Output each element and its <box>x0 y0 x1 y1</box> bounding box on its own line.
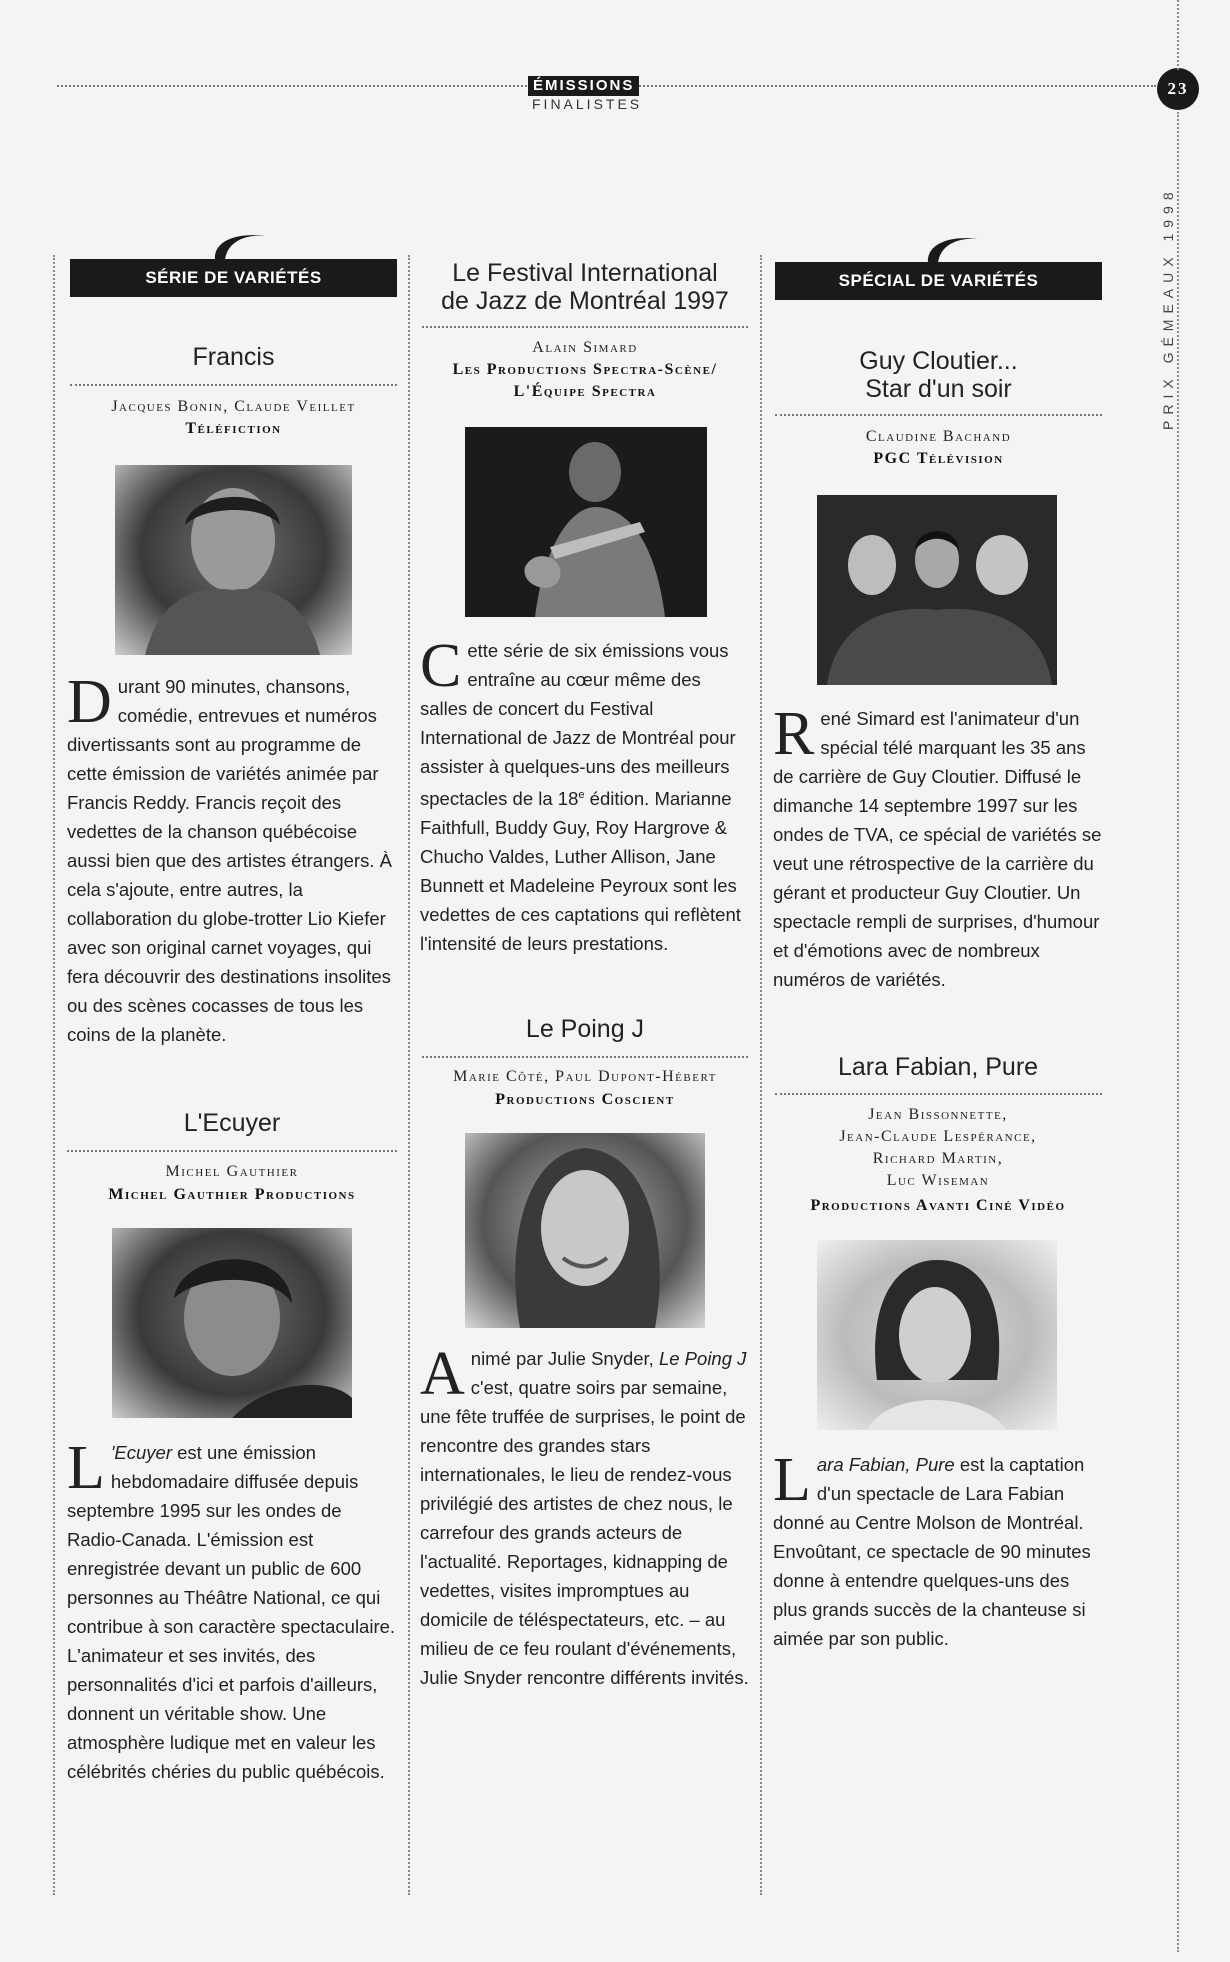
header-rule-right <box>636 85 1156 87</box>
drop-cap: L <box>773 1446 811 1514</box>
photo-poing-j <box>465 1133 705 1328</box>
show-credit: Marie Côté, Paul Dupont-Hébert <box>453 1068 717 1085</box>
show-production: Michel Gauthier Productions <box>108 1186 356 1203</box>
title-rule <box>775 1093 1102 1095</box>
show-description-lara-fabian: Lara Fabian, Pure est la captation d'un spectacle de Lara Fabian donné au Centre Molson de Montréal. Envoûtant, ce spectacle de 90 minutes donne à entendre quelques-uns des plus grands succès de la chanteuse si aimée par son public. <box>773 1446 1091 1649</box>
show-title-francis: Francis <box>192 343 275 371</box>
show-description-guy-cloutier: René Simard est l'animateur d'un spécial télé marquant les 35 ans de carrière de Guy Cloutier. Diffusé le dimanche 14 septembre 1997 sur les ondes de TVA, ce spécial de variétés se veut une rétrospective de la carrière du gérant et producteur Guy Cloutier. Un spectacle rempli de surprises, d'humour et d'émotions avec de nombreux numéros de variétés. <box>773 700 1102 990</box>
show-title-lecuyer: L'Ecuyer <box>183 1109 281 1137</box>
photo-francis <box>115 465 352 655</box>
show-production: PGC Télévision <box>873 450 1004 467</box>
show-title-festival-line2: de Jazz de Montréal 1997 <box>441 287 729 315</box>
title-rule <box>422 326 748 328</box>
column-rule-2 <box>408 255 410 1895</box>
right-margin-rule-lower <box>1177 112 1179 1952</box>
header-rule-left <box>57 85 527 87</box>
drop-cap: A <box>420 1340 465 1408</box>
show-title-guy-cloutier-line2: Star d'un soir <box>865 375 1012 403</box>
drop-cap: L <box>67 1434 105 1502</box>
side-running-title: PRIX GÉMEAUX 1998 <box>1160 186 1176 430</box>
column-rule-3 <box>760 255 762 1895</box>
show-credit-line3: Richard Martin, <box>872 1150 1004 1167</box>
show-description-festival: Cette série de six émissions vous entraîne au cœur même des salles de concert du Festival International de Jazz de Montréal pour assister à quelques-uns des meilleurs spectacles de la 18e édition. Marianne Faithfull, Buddy Guy, Roy Hargrove & Chucho Valdes, Luther Allison, Jane Bunnett et Madeleine Peyroux sont les vedettes de ces captations qui reflètent l'intensité de leurs prestations. <box>420 632 741 955</box>
photo-festival-jazz <box>465 427 707 617</box>
swoosh-icon <box>888 235 998 265</box>
show-production: Productions Avanti Ciné Vidéo <box>810 1197 1066 1214</box>
show-title-festival-line1: Le Festival International <box>452 259 718 287</box>
show-credit-line1: Jean Bissonnette, <box>868 1106 1008 1123</box>
show-credit: Alain Simard <box>532 339 638 356</box>
title-rule <box>775 414 1102 416</box>
photo-lara-fabian <box>817 1240 1057 1430</box>
title-rule <box>67 1150 397 1152</box>
show-production-line2: L'Équipe Spectra <box>513 383 657 400</box>
page-number: 23 <box>1157 68 1199 110</box>
show-description-lecuyer: L 'Ecuyer est une émission hebdomadaire diffusée depuis septembre 1995 sur les ondes de Radio-Canada. L'émission est enregistrée devant un public de 600 personnes au Théâtre National, ce qui contribue à son caractère spectaculaire. L'animateur et ses invités, des personnalités d'ici et parfois d'ailleurs, donnent un véritable show. Une atmosphère ludique met en valeur les célébrités chéries du public québécois. <box>67 1434 396 1782</box>
category-banner-special: SPÉCIAL DE VARIÉTÉS <box>775 262 1102 300</box>
show-credit: Jacques Bonin, Claude Veillet <box>111 398 356 415</box>
photo-lecuyer <box>112 1228 352 1418</box>
show-title-lara-fabian: Lara Fabian, Pure <box>837 1053 1039 1081</box>
drop-cap: C <box>420 632 462 700</box>
title-rule <box>422 1056 748 1058</box>
title-rule <box>70 384 397 386</box>
show-title-guy-cloutier-line1: Guy Cloutier... <box>859 347 1018 375</box>
section-sublabel: FINALISTES <box>532 96 643 112</box>
show-description-poing-j: Animé par Julie Snyder, Le Poing J c'est, quatre soirs par semaine, une fête truffée de surprises, le point de rencontre des grandes stars internationales, le lieu de rendez-vous privilégié des artistes de chez nous, le carrefour des grands acteurs de l'actualité. Reportages, kidnapping de vedettes, visites impromptues au domicile de téléspectateurs, etc. – au milieu de ce feu roulant d'événements, Julie Snyder rencontre différents invités. <box>420 1340 749 1688</box>
category-banner-series: SÉRIE DE VARIÉTÉS <box>70 259 397 297</box>
show-production: Productions Coscient <box>495 1091 675 1108</box>
show-production-line1: Les Productions Spectra-Scène/ <box>452 361 718 378</box>
drop-cap: R <box>773 700 815 768</box>
drop-cap: D <box>67 668 112 736</box>
show-credit-line4: Luc Wiseman <box>886 1172 990 1189</box>
show-title-poing-j: Le Poing J <box>525 1015 645 1043</box>
section-label: ÉMISSIONS <box>528 76 639 96</box>
right-margin-rule <box>1177 0 1179 70</box>
swoosh-icon <box>175 232 285 262</box>
photo-guy-cloutier <box>817 495 1057 685</box>
show-credit-line2: Jean-Claude Lespérance, <box>839 1128 1037 1145</box>
show-credit: Michel Gauthier <box>165 1163 299 1180</box>
show-credit: Claudine Bachand <box>865 428 1012 445</box>
column-rule-1 <box>53 255 55 1895</box>
show-production: Téléfiction <box>185 420 282 437</box>
show-description-francis: Durant 90 minutes, chansons, comédie, entrevues et numéros divertissants sont au programme de cette émission de variétés animée par Francis Reddy. Francis reçoit des vedettes de la chanson québécoise aussi bien que des artistes étrangers. À cela s'ajoute, entre autres, la collaboration du globe-trotter Lio Kiefer avec son original carnet voyages, qui fera découvrir des destinations insolites ou des scènes cocasses de tous les coins de la planète. <box>67 668 392 1045</box>
